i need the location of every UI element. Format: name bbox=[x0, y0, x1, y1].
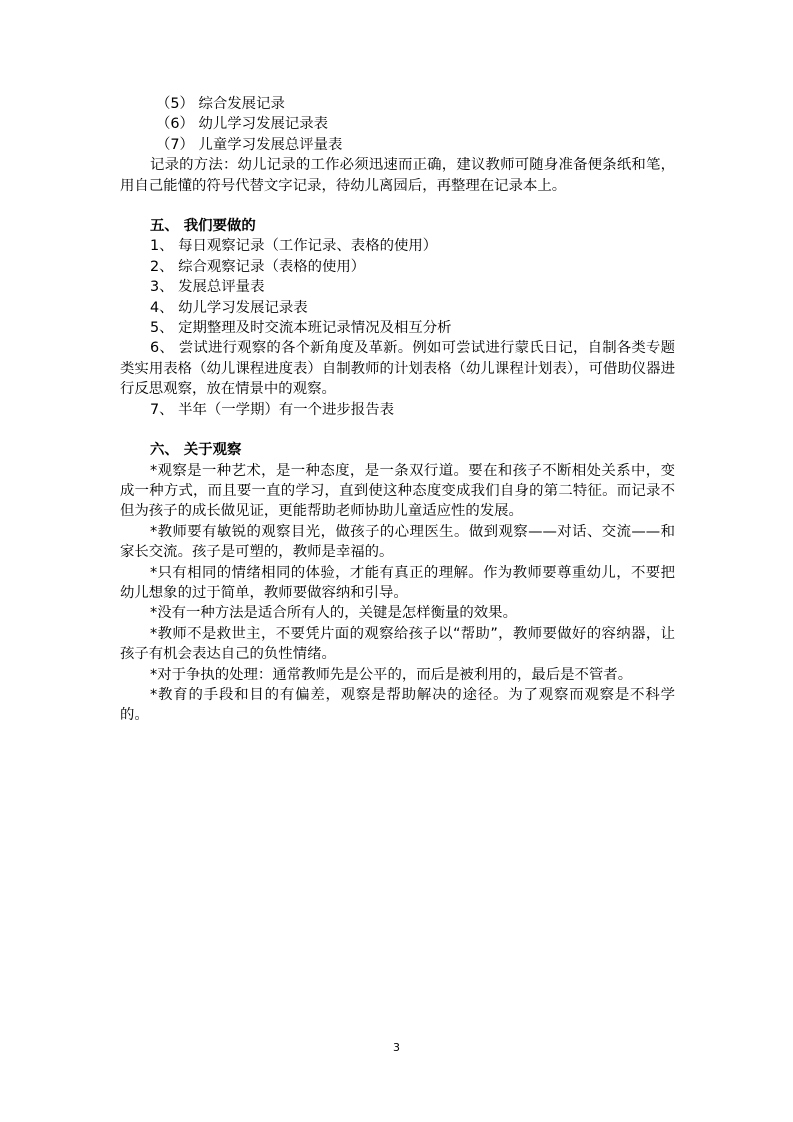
section-six-paragraph: *教师不是救世主，不要凭片面的观察给孩子以“帮助”，教师要做好的容纳器，让孩子有机会表达自己的负性情绪。 bbox=[120, 625, 675, 663]
record-method-paragraph: 记录的方法：幼儿记录的工作必须迅速而正确，建议教师可随身准备便条纸和笔，用自己能懂的符号代替文字记录，待幼儿离园后，再整理在记录本上。 bbox=[120, 157, 675, 194]
section-five-item-1: 1、 每日观察记录（工作记录、表格的使用） bbox=[150, 238, 438, 255]
record-item-5: （5） 综合发展记录 bbox=[156, 96, 285, 112]
section-six-paragraph: *只有相同的情绪相同的体验，才能有真正的理解。作为教师要尊重幼儿，不要把幼儿想象的过于简单，教师要做容纳和引导。 bbox=[120, 564, 675, 601]
section-six-paragraph: *对于争执的处理：通常教师先是公平的，而后是被利用的，最后是不管者。 bbox=[150, 666, 633, 683]
record-item-7: （7） 儿童学习发展总评量表 bbox=[156, 136, 343, 153]
section-six-paragraph: *教师要有敏锐的观察目光，做孩子的心理医生。做到观察——对话、交流——和家长交流。孩子是可塑的，教师是幸福的。 bbox=[120, 523, 675, 561]
section-five-item-7: 7、 半年（一学期）有一个进步报告表 bbox=[150, 401, 394, 418]
document-body bbox=[120, 94, 675, 726]
section-five-heading: 五、 我们要做的 bbox=[150, 218, 256, 235]
page-number: 3 bbox=[393, 1041, 400, 1054]
section-five-item-6: 6、 尝试进行观察的各个新角度及革新。例如可尝试进行蒙氏日记，自制各类专题类实用表格（幼儿课程进度表）自制教师的计划表格（幼儿课程计划表），可借助仪器进行反思观察，放在情景中的观察。 bbox=[120, 340, 675, 398]
record-item-6: （6） 幼儿学习发展记录表 bbox=[156, 116, 329, 133]
section-six-paragraph: *观察是一种艺术，是一种态度，是一条双行道。要在和孩子不断相处关系中，变成一种方式，而且要一直的学习，直到使这种态度变成我们自身的第二特征。而记录不但为孩子的成长做见证，更能帮助老师协助儿童适应性的发展。 bbox=[120, 462, 675, 520]
spacer bbox=[120, 420, 675, 440]
section-five-item-5: 5、 定期整理及时交流本班记录情况及相互分析 bbox=[150, 320, 452, 337]
section-five-item-4: 4、 幼儿学习发展记录表 bbox=[150, 299, 308, 316]
spacer bbox=[120, 196, 675, 216]
section-six-heading: 六、 关于观察 bbox=[150, 442, 242, 459]
section-six-paragraph: *教育的手段和目的有偏差，观察是帮助解决的途径。为了观察而观察是不科学的。 bbox=[120, 686, 675, 724]
section-five-item-2: 2、 综合观察记录（表格的使用） bbox=[150, 258, 366, 275]
section-five-item-3: 3、 发展总评量表 bbox=[150, 279, 265, 296]
section-six-paragraph: *没有一种方法是适合所有人的，关键是怎样衡量的效果。 bbox=[150, 605, 517, 622]
